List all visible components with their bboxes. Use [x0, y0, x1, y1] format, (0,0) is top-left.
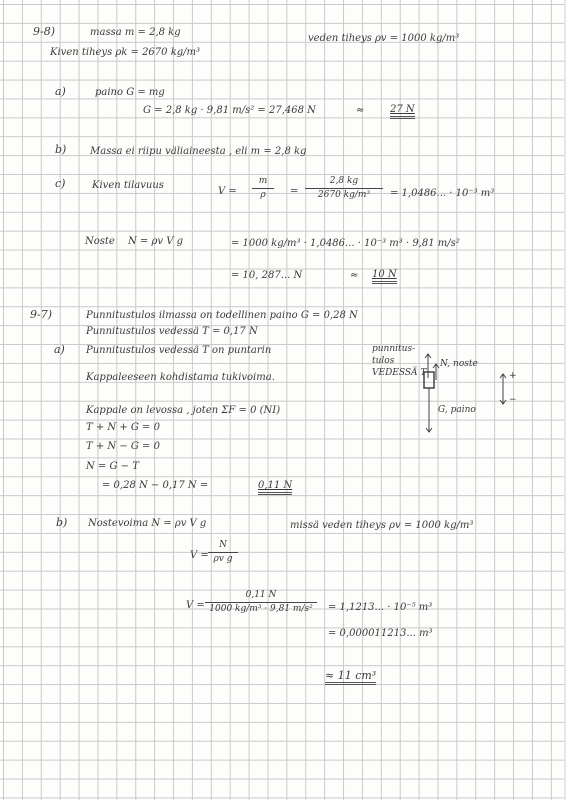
- fraction-numerator: 2,8 kg: [329, 176, 359, 186]
- approx-sign: ≈: [356, 105, 365, 116]
- weight-calculation: G = 2,8 kg · 9,81 m/s² = 27,468 N: [143, 105, 316, 116]
- buoyancy-label: Noste: [85, 236, 115, 247]
- fraction-denominator: ρ: [260, 190, 266, 200]
- part-b-label: b): [55, 143, 67, 156]
- weight-result: 27 N: [390, 104, 415, 119]
- buoyancy-force-formula: Nostevoima N = ρv V g: [88, 518, 207, 529]
- volume-result: = 1,0486... · 10⁻³ m³: [390, 188, 495, 199]
- equation-1: T + N + G = 0: [86, 422, 160, 433]
- volume-v: V =: [190, 550, 209, 561]
- diagram-label-paino: G, paino: [438, 405, 476, 415]
- buoyancy-answer: 0,11 N: [258, 480, 292, 495]
- part-a-label: a): [55, 85, 66, 98]
- fraction-numerator: 0,11 N: [245, 590, 277, 600]
- weight-in-air-line: Punnitustulos ilmassa on todellinen paino G = 0,28 N: [86, 310, 358, 321]
- weight-formula: paino G = mg: [95, 87, 165, 98]
- water-density-note: missä veden tiheys ρv = 1000 kg/m³: [290, 520, 474, 531]
- object-body: [424, 372, 434, 388]
- equation-3: N = G − T: [86, 461, 139, 472]
- stone-density-given: Kiven tiheys ρk = 2670 kg/m³: [50, 47, 201, 58]
- part-a-label: a): [54, 343, 65, 356]
- volume-heading: Kiven tilavuus: [92, 180, 164, 191]
- diagram-label-noste: N, noste: [440, 359, 478, 369]
- part-c-label: c): [55, 177, 66, 190]
- diagram-label-vedessa: VEDESSÄ T: [372, 368, 427, 378]
- buoyancy-formula: N = ρv V g: [128, 236, 183, 247]
- fraction-denominator: 2670 kg/m³: [317, 190, 371, 200]
- buoyancy-result-line: = 10, 287... N: [231, 270, 303, 281]
- problem-number-9-7: 9-7): [30, 308, 53, 321]
- axis-plus: +: [509, 371, 517, 381]
- weight-in-water-line: Punnitustulos vedessä T = 0,17 N: [86, 326, 258, 337]
- water-density-given: veden tiheys ρv = 1000 kg/m³: [308, 33, 460, 44]
- axis-direction-icon: [496, 372, 510, 406]
- volume-final-answer: ≈ 11 cm³: [325, 670, 376, 685]
- fraction-volume-calculation: [205, 590, 317, 615]
- fraction-denominator: ρv g: [213, 554, 233, 564]
- problem-number-9-8: 9-8): [33, 25, 56, 38]
- part-a-text-2: Kappaleeseen kohdistama tukivoima.: [86, 372, 275, 383]
- fraction-n-over-rho-g: [208, 540, 238, 565]
- equals-sign: =: [290, 186, 299, 197]
- volume-v: V =: [218, 186, 237, 197]
- mass-given: massa m = 2,8 kg: [90, 27, 181, 38]
- buoyancy-result: 10 N: [372, 269, 397, 284]
- part-a-text-1: Punnitustulos vedessä T on puntarin: [86, 345, 272, 356]
- fraction-numerator: m: [258, 176, 268, 186]
- approx-sign: ≈: [350, 270, 359, 281]
- diagram-label-punnitus: punnitus-: [372, 344, 416, 354]
- mass-statement: Massa ei riipu väliaineesta , eli m = 2,8 kg: [90, 146, 307, 157]
- volume-v-2: V =: [186, 600, 205, 611]
- fraction-m-over-rho: [252, 176, 274, 201]
- part-b-label: b): [56, 516, 68, 529]
- fraction-denominator: 1000 kg/m³ · 9,81 m/s²: [209, 604, 313, 614]
- equilibrium-intro: Kappale on levossa , joten ΣF = 0 (NI): [86, 405, 281, 416]
- diagram-label-tulos: tulos: [372, 356, 395, 366]
- axis-minus: −: [509, 395, 517, 405]
- fraction-mass-over-density: [305, 176, 383, 201]
- buoyancy-calculation: = 1000 kg/m³ · 1,0486... · 10⁻³ m³ · 9,81 m/s²: [231, 238, 460, 249]
- fraction-numerator: N: [219, 540, 227, 550]
- volume-result-2: = 0,000011213... m³: [328, 628, 433, 639]
- equation-4: = 0,28 N − 0,17 N =: [102, 480, 209, 491]
- volume-result-1: = 1,1213... · 10⁻⁵ m³: [328, 602, 433, 613]
- equation-2: T + N − G = 0: [86, 441, 160, 452]
